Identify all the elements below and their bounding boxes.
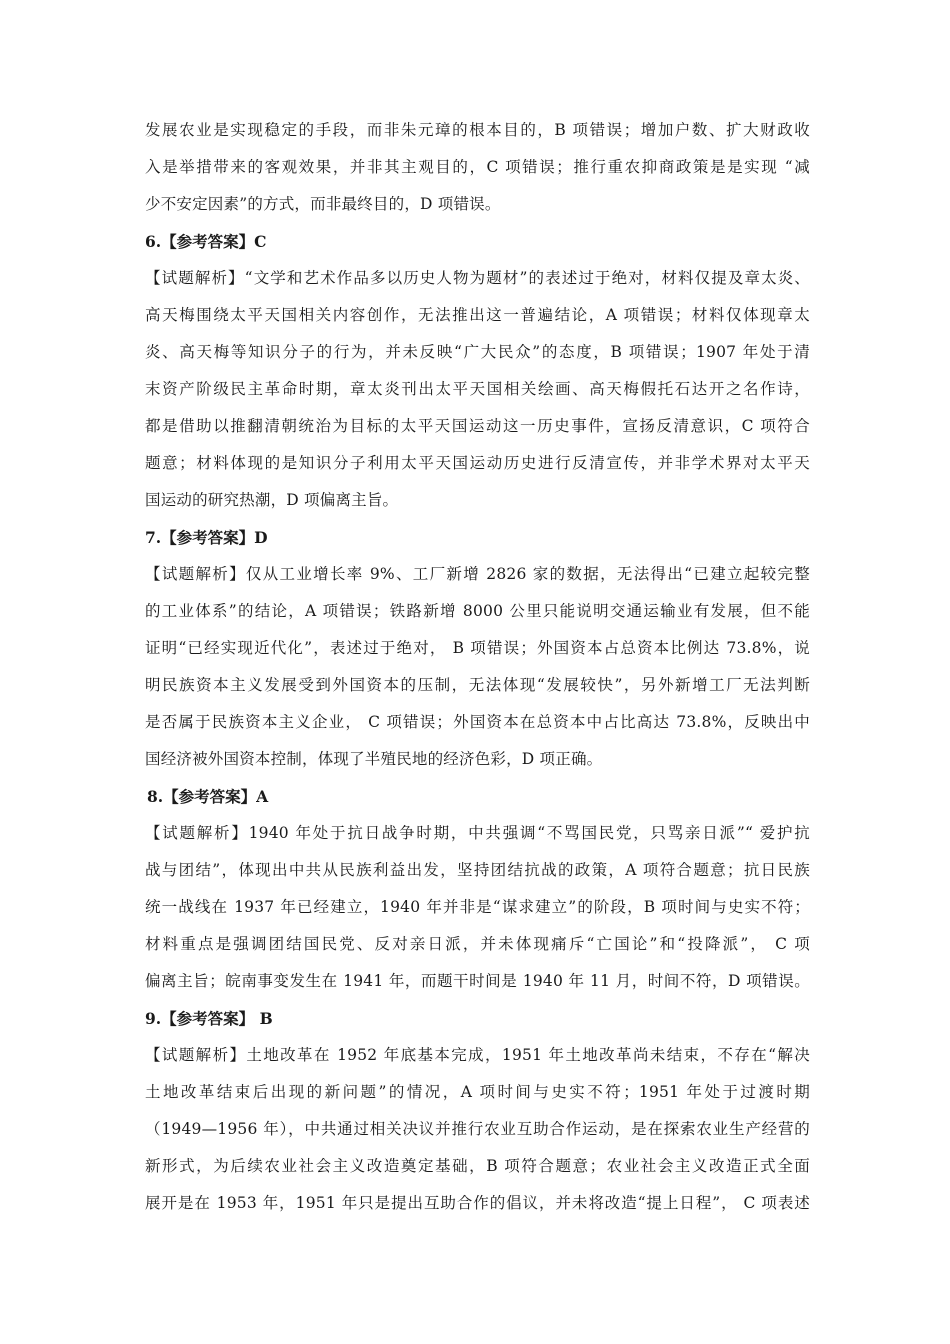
answer-heading: 6.【参考答案】C	[145, 232, 267, 251]
text-line: 是否属于民族资本主义企业， C 项错误；外国资本在总资本中占比高达 73.8%，反映出中	[145, 713, 810, 731]
text-line: （1949—1956 年），中共通过相关决议并推行农业互助合作运动，是在探索农业生产经营的	[145, 1120, 810, 1138]
intro-paragraph	[145, 112, 810, 223]
question-9-section	[145, 1000, 810, 1222]
text-line: 新形式，为后续农业社会主义改造奠定基础，B 项符合题意；农业社会主义改造正式全面	[145, 1157, 810, 1175]
answer-heading: 8.【参考答案】A	[147, 787, 269, 806]
text-line: 题意；材料体现的是知识分子利用太平天国运动历史进行反清宣传，并非学术界对太平天	[145, 454, 810, 472]
text-line: 国运动的研究热潮，D 项偏离主旨。	[145, 491, 399, 509]
text-line: 末资产阶级民主革命时期，章太炎刊出太平天国相关绘画、高天梅假托石达开之名作诗，	[145, 380, 810, 398]
text-line: 国经济被外国资本控制，体现了半殖民地的经济色彩，D 项正确。	[145, 750, 603, 768]
document-page	[145, 112, 810, 1222]
text-line: 战与团结”，体现出中共从民族利益出发，坚持团结抗战的政策，A 项符合题意；抗日民族	[145, 861, 810, 879]
text-line: 材料重点是强调团结国民党、反对亲日派，并未体现痛斥“亡国论”和“投降派”， C 项	[145, 935, 810, 953]
text-line: 【试题解析】仅从工业增长率 9%、工厂新增 2826 家的数据，无法得出“已建立起较完整	[145, 565, 810, 583]
text-line: 展开是在 1953 年，1951 年只是提出互助合作的倡议，并未将改造“提上日程”， C 项表述	[145, 1194, 810, 1212]
answer-heading: 7.【参考答案】D	[145, 528, 268, 547]
text-line: 炎、高天梅等知识分子的行为，并未反映“广大民众”的态度，B 项错误；1907 年处于清	[145, 343, 810, 361]
text-line: 证明“已经实现近代化”，表述过于绝对， B 项错误；外国资本占总资本比例达 73.8%，说	[145, 639, 810, 657]
text-line: 都是借助以推翻清朝统治为目标的太平天国运动这一历史事件，宣扬反清意识，C 项符合	[145, 417, 810, 435]
text-line: 【试题解析】土地改革在 1952 年底基本完成，1951 年土地改革尚未结束，不存在“解决	[145, 1046, 810, 1064]
text-line: 的工业体系”的结论，A 项错误；铁路新增 8000 公里只能说明交通运输业有发展，但不能	[145, 602, 810, 620]
text-line: 少不安定因素”的方式，而非最终目的，D 项错误。	[145, 195, 501, 213]
text-line: 入是举措带来的客观效果，并非其主观目的，C 项错误；推行重农抑商政策是是实现 “减	[145, 158, 810, 176]
text-line: 发展农业是实现稳定的手段，而非朱元璋的根本目的，B 项错误；增加户数、扩大财政收	[145, 121, 810, 139]
text-line: 高天梅围绕太平天国相关内容创作，无法推出这一普遍结论，A 项错误；材料仅体现章太	[145, 306, 810, 324]
question-8-section	[145, 778, 810, 1000]
text-line: 【试题解析】“文学和艺术作品多以历史人物为题材”的表述过于绝对，材料仅提及章太炎、	[145, 269, 810, 287]
text-line: 土地改革结束后出现的新问题”的情况，A 项时间与史实不符；1951 年处于过渡时期	[145, 1083, 810, 1101]
text-line: 明民族资本主义发展受到外国资本的压制，无法体现“发展较快”，另外新增工厂无法判断	[145, 676, 810, 694]
question-7-section	[145, 519, 810, 778]
text-line: 偏离主旨；皖南事变发生在 1941 年，而题干时间是 1940 年 11 月，时间不符，D 项错误。	[145, 972, 810, 990]
text-line: 统一战线在 1937 年已经建立，1940 年并非是“谋求建立”的阶段，B 项时间与史实不符；	[145, 898, 810, 916]
question-6-section	[145, 223, 810, 519]
text-line: 【试题解析】1940 年处于抗日战争时期，中共强调“不骂国民党，只骂亲日派”“ 爱护抗	[145, 824, 810, 842]
answer-heading: 9.【参考答案】 B	[145, 1009, 273, 1028]
